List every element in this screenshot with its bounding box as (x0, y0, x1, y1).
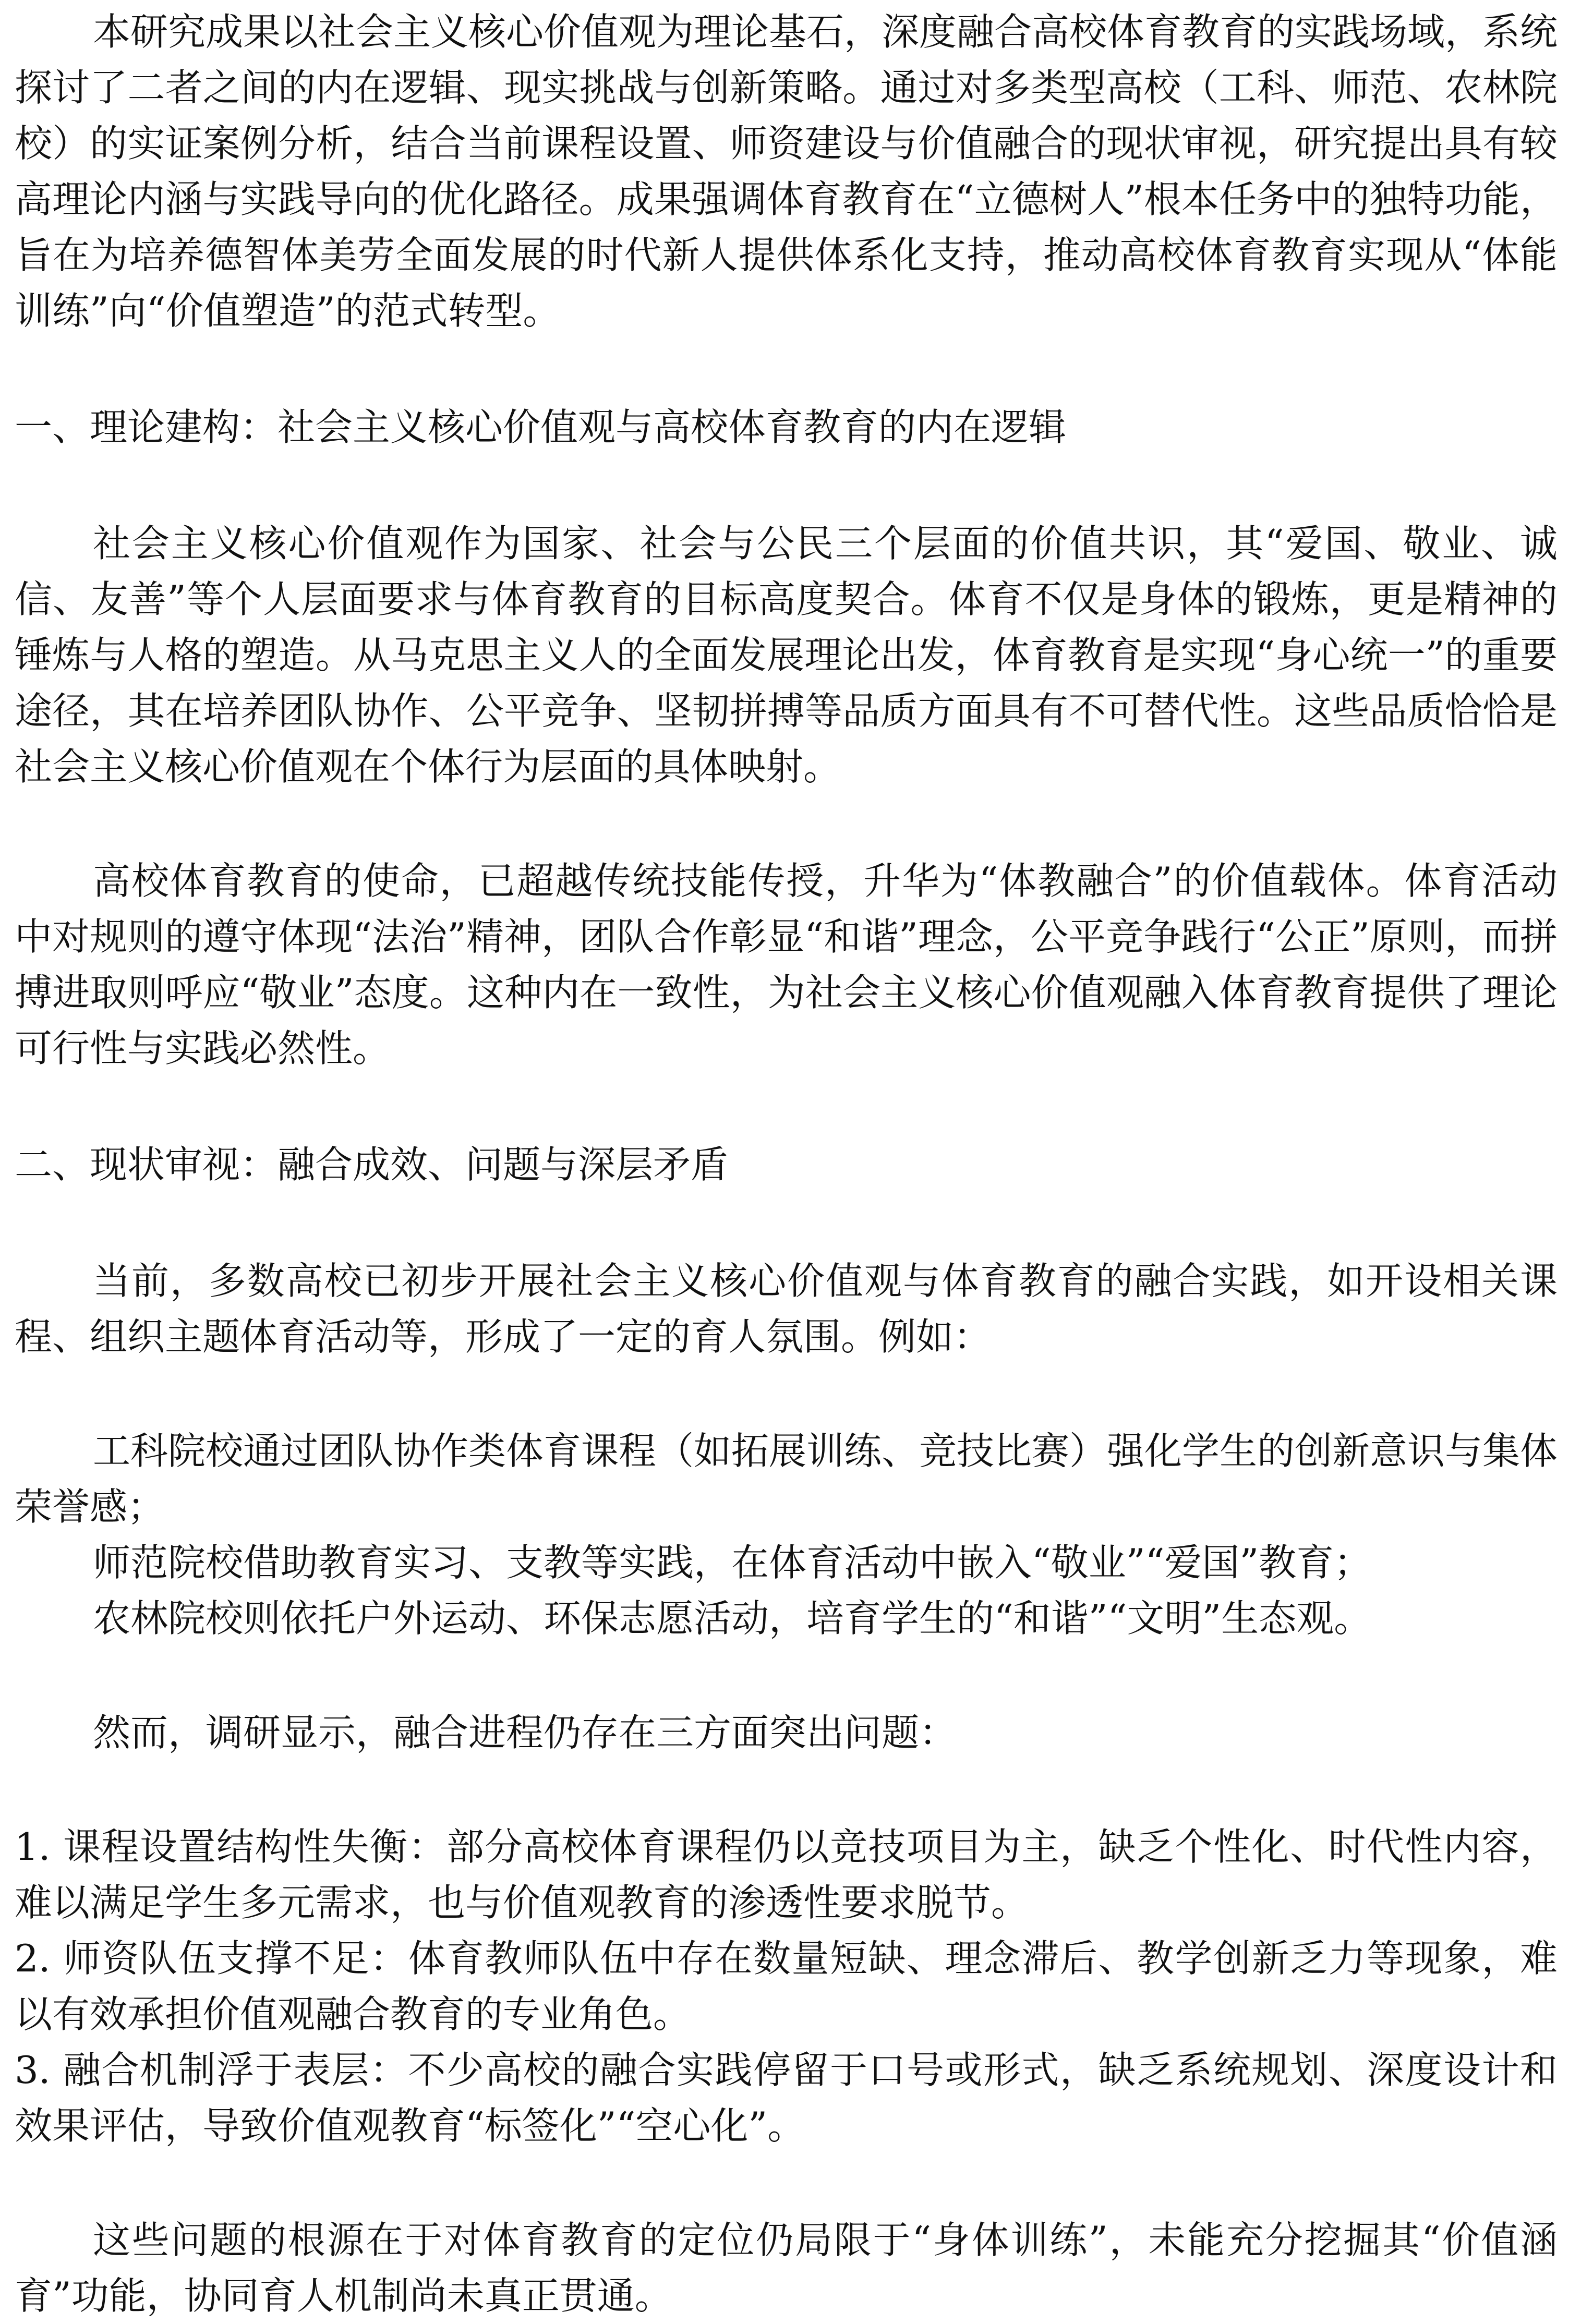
spacer (15, 795, 1558, 853)
section-heading-1: 一、理论建构：社会主义核心价值观与高校体育教育的内在逻辑 (15, 405, 1067, 449)
section1-paragraph: 社会主义核心价值观作为国家、社会与公民三个层面的价值共识，其“爱国、敬业、诚信、友善”等个人层面要求与体育教育的目标高度契合。体育不仅是身体的锻炼，更是精神的锤炼与人格的塑造。从马克思主义人的全面发展理论出发，体育教育是实现“身心统一”的重要途径，其在培养团队协作、公平竞争、坚韧拼搏等品质方面具有不可替代性。这些品质恰恰是社会主义核心价值观在个体行为层面的具体映射。 (15, 522, 1558, 789)
spacer (15, 1365, 1558, 1423)
spacer (15, 455, 1558, 516)
example-item: 农林院校则依托户外运动、环保志愿活动，培育学生的“和谐”“文明”生态观。 (93, 1596, 1372, 1640)
conclusion-paragraph: 这些问题的根源在于对体育教育的定位仍局限于“身体训练”，未能充分挖掘其“价值涵育”功能，协同育人机制尚未真正贯通。 (15, 2218, 1558, 2318)
problem-item: 1. 课程设置结构性失衡：部分高校体育课程仍以竞技项目为主，缺乏个性化、时代性内容，难以满足学生多元需求，也与价值观教育的渗透性要求脱节。 (15, 1825, 1558, 1924)
problem-item: 2. 师资队伍支撑不足：体育教师队伍中存在数量短缺、理念滞后、教学创新乏力等现象，难以有效承担价值观融合教育的专业角色。 (15, 1936, 1558, 2036)
document-page (15, 4, 1558, 2324)
section1-paragraph: 高校体育教育的使命，已超越传统技能传授，升华为“体教融合”的价值载体。体育活动中对规则的遵守体现“法治”精神，团队合作彰显“和谐”理念，公平竞争践行“公正”原则，而拼搏进取则呼应“敬业”态度。这种内在一致性，为社会主义核心价值观融入体育教育提供了理论可行性与实践必然性。 (15, 859, 1558, 1070)
example-item: 工科院校通过团队协作类体育课程（如拓展训练、竞技比赛）强化学生的创新意识与集体荣誉感； (15, 1429, 1558, 1529)
spacer (15, 2154, 1558, 2212)
spacer (15, 1076, 1558, 1137)
problems-lead: 然而，调研显示，融合进程仍存在三方面突出问题： (93, 1711, 957, 1754)
problem-item: 3. 融合机制浮于表层：不少高校的融合实践停留于口号或形式，缺乏系统规划、深度设计和效果评估，导致价值观教育“标签化”“空心化”。 (15, 2048, 1558, 2148)
spacer (15, 1193, 1558, 1253)
example-item: 师范院校借助教育实习、支教等实践，在体育活动中嵌入“敬业”“爱国”教育； (93, 1541, 1372, 1584)
intro-paragraph: 本研究成果以社会主义核心价值观为理论基石，深度融合高校体育教育的实践场域，系统探讨了二者之间的内在逻辑、现实挑战与创新策略。通过对多类型高校（工科、师范、农林院校）的实证案例分析，结合当前课程设置、师资建设与价值融合的现状审视，研究提出具有较高理论内涵与实践导向的优化路径。成果强调体育教育在“立德树人”根本任务中的独特功能，旨在为培养德智体美劳全面发展的时代新人提供体系化支持，推动高校体育教育实现从“体能训练”向“价值塑造”的范式转型。 (15, 10, 1558, 333)
spacer (15, 1647, 1558, 1705)
section2-lead-paragraph: 当前，多数高校已初步开展社会主义核心价值观与体育教育的融合实践，如开设相关课程、组织主题体育活动等，形成了一定的育人氛围。例如： (15, 1259, 1558, 1359)
spacer (15, 339, 1558, 400)
section-heading-2: 二、现状审视：融合成效、问题与深层矛盾 (15, 1143, 729, 1187)
spacer (15, 1761, 1558, 1819)
